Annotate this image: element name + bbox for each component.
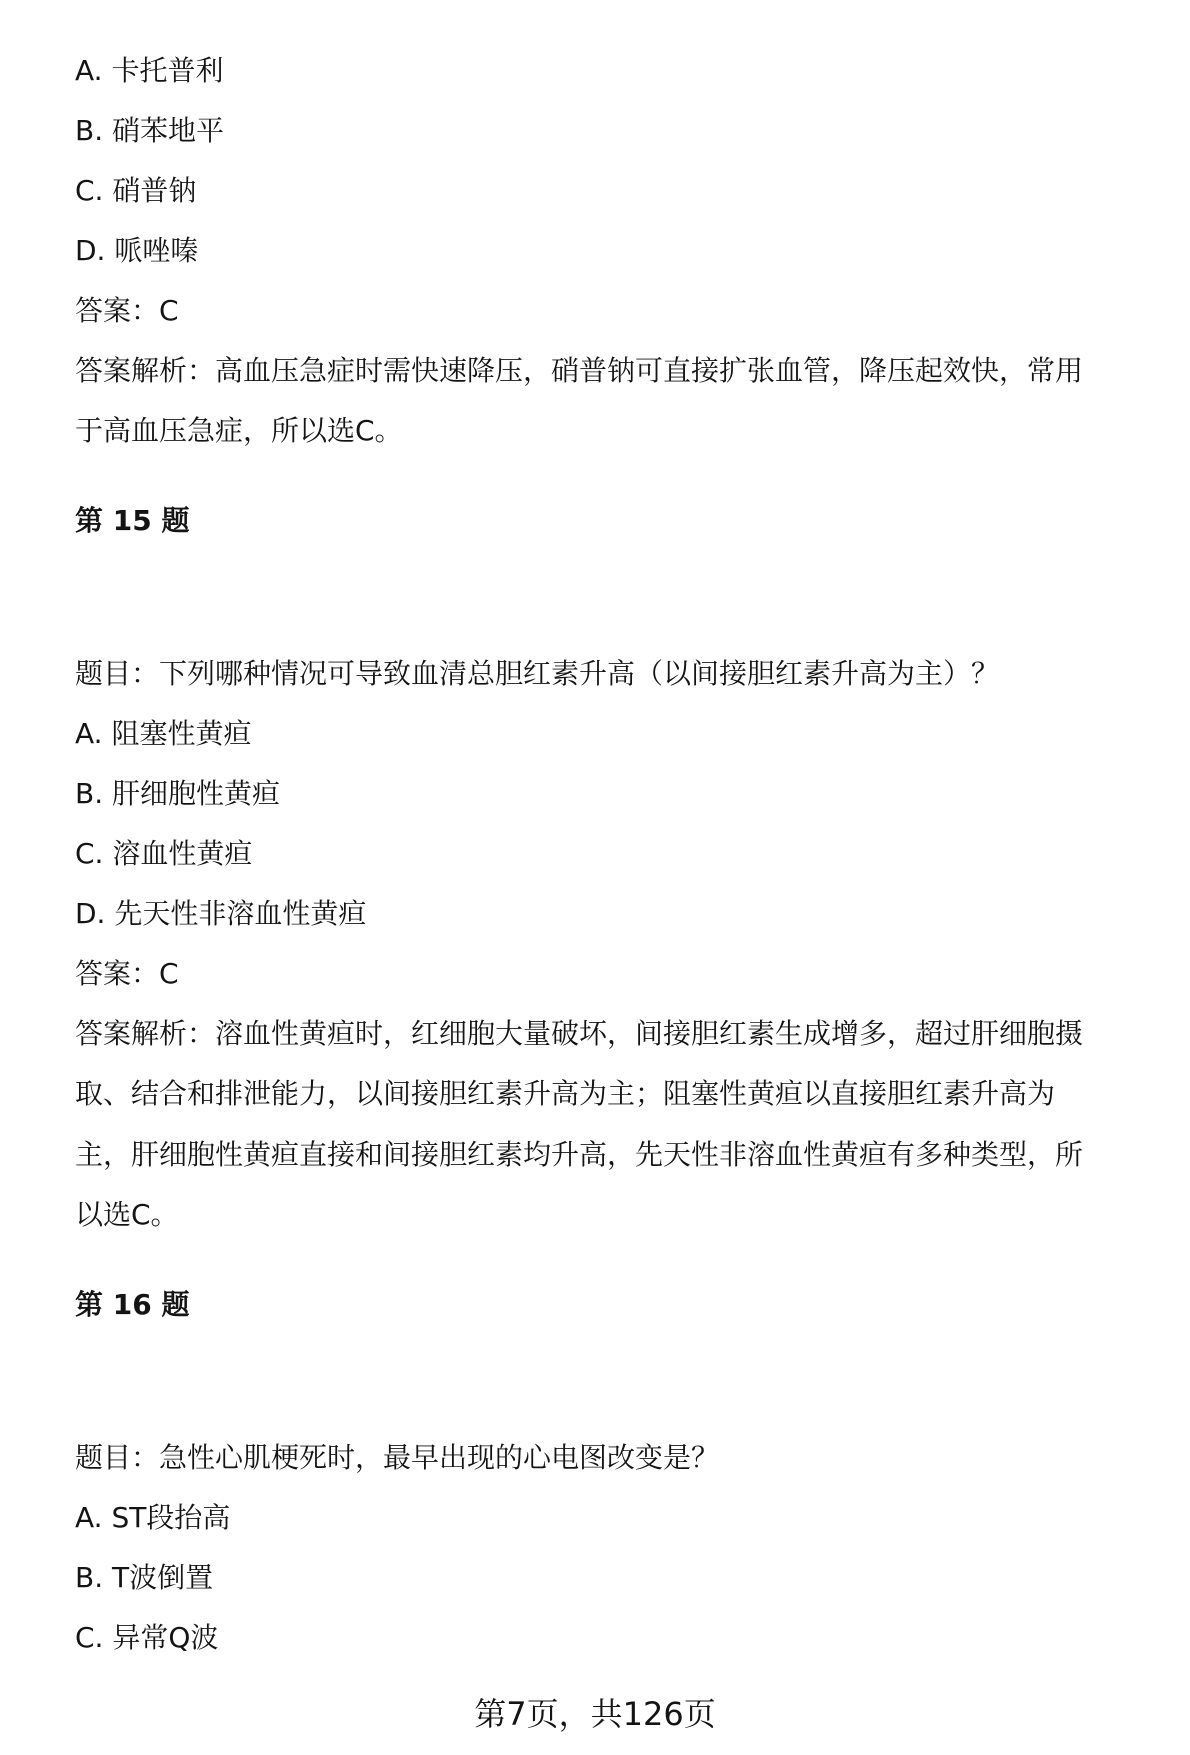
q15-option-a: A. 阻塞性黄疸	[75, 717, 252, 750]
q14-option-d: D. 哌唑嗪	[75, 234, 199, 267]
page-number: 第7页，共126页	[474, 1695, 716, 1733]
q15-heading: 第 15 题	[75, 504, 190, 537]
q14-answer: 答案：C	[75, 294, 179, 327]
q14-option-a: A. 卡托普利	[75, 54, 224, 87]
q14-option-b: B. 硝苯地平	[75, 114, 225, 147]
q15-question: 题目：下列哪种情况可导致血清总胆红素升高（以间接胆红素升高为主）？	[75, 657, 1000, 690]
q14-analysis-line-1: 答案解析：高血压急症时需快速降压，硝普钠可直接扩张血管，降压起效快，常用	[75, 354, 1084, 387]
q15-analysis-line-3: 主，肝细胞性黄疸直接和间接胆红素均升高，先天性非溶血性黄疸有多种类型，所	[75, 1138, 1084, 1171]
q16-heading: 第 16 题	[75, 1288, 190, 1321]
q15-option-c: C. 溶血性黄疸	[75, 837, 253, 870]
q14-analysis-line-2: 于高血压急症，所以选C。	[75, 414, 403, 447]
q16-option-a: A. ST段抬高	[75, 1501, 231, 1534]
q16-option-c: C. 异常Q波	[75, 1621, 219, 1654]
q16-question: 题目：急性心肌梗死时，最早出现的心电图改变是？	[75, 1441, 720, 1474]
q15-analysis-line-1: 答案解析：溶血性黄疸时，红细胞大量破坏，间接胆红素生成增多，超过肝细胞摄	[75, 1017, 1084, 1050]
q15-option-b: B. 肝细胞性黄疸	[75, 777, 281, 810]
q15-analysis-line-2: 取、结合和排泄能力，以间接胆红素升高为主；阻塞性黄疸以直接胆红素升高为	[75, 1077, 1056, 1110]
q14-option-c: C. 硝普钠	[75, 174, 197, 207]
q15-option-d: D. 先天性非溶血性黄疸	[75, 897, 367, 930]
q16-option-b: B. T波倒置	[75, 1561, 214, 1594]
q15-answer: 答案：C	[75, 957, 179, 990]
q15-analysis-line-4: 以选C。	[75, 1198, 179, 1231]
